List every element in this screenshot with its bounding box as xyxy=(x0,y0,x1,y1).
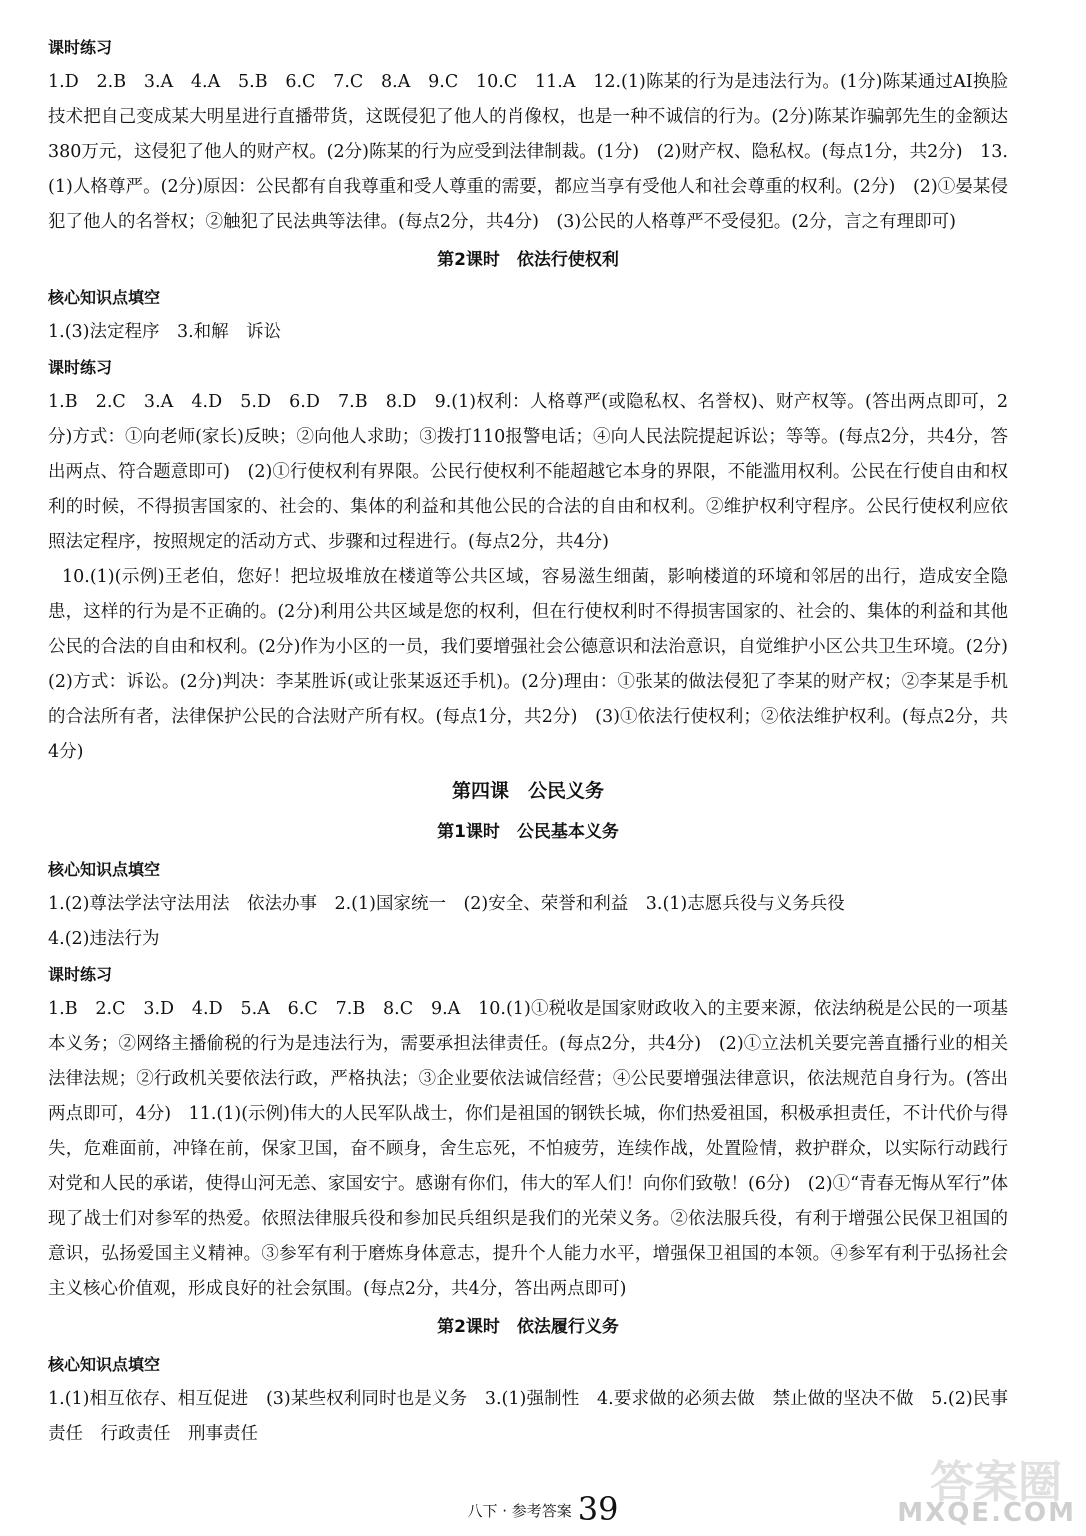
answer-paragraph: 1.B 2.C 3.D 4.D 5.A 6.C 7.B 8.C 9.A 10.(1)①税收是国家财政收入的主要来源，依法纳税是公民的一项基本义务；②网络主播偷税的行为是违法行为，需要承担法律责任。(每点2分，共4分) (2)①立法机关要完善直播行业的相关法律法规；②行政机关要依法行政，严格执法；③企业要依法诚信经营；④公民要增强法律意识，依法规范自身行为。(答出两点即可，4分) 11.(1)(示例)伟大的人民军队战士，你们是祖国的钢铁长城，你们热爱祖国，积极承担责任，不计代价与得失，危难面前，冲锋在前，保家卫国，奋不顾身，舍生忘死，不怕疲劳，连续作战，处置险情，救护群众，以实际行动践行对党和人民的承诺，使得山河无恙、家国安宁。感谢有你们，伟大的军人们！向你们致敬！(6分) (2)①“青春无悔从军行”体现了战士们对参军的热爱。依照法律服兵役和参加民兵组织是我们的光荣义务。②依法服兵役，有利于增强公民保卫祖国的意识，弘扬爱国主义精神。③参军有利于磨炼身体意志，提升个人能力水平，增强保卫祖国的本领。④参军有利于弘扬社会主义核心价值观，形成良好的社会氛围。(每点2分，共4分，答出两点即可) xyxy=(48,999,1008,1299)
watermark-mark: 答案圈 xyxy=(930,1457,1062,1508)
answer-paragraph: 4.(2)违法行为 xyxy=(48,929,160,949)
chapter-title: 第四课 公民义务 xyxy=(451,780,604,802)
section-heading: 核心知识点填空 xyxy=(48,860,161,879)
lesson-title: 第2课时 依法履行义务 xyxy=(437,1317,619,1337)
answer-paragraph: 1.(3)法定程序 3.和解 诉讼 xyxy=(48,322,282,342)
lesson-title: 第1课时 公民基本义务 xyxy=(437,822,619,842)
section-heading: 课时练习 xyxy=(48,38,113,57)
section-heading: 课时练习 xyxy=(48,965,113,984)
answer-paragraph: 1.B 2.C 3.A 4.D 5.D 6.D 7.B 8.D 9.(1)权利：人格尊严(或隐私权、名誉权)、财产权等。(答出两点即可，2分)方式：①向老师(家长)反映；②向他人求助；③拨打110报警电话；④向人民法院提起诉讼；等等。(每点2分，共4分，答出两点、符合题意即可) (2)①行使权利有界限。公民行使权利不能超越它本身的界限，不能滥用权利。公民在行使自由和权利的时候，不得损害国家的、社会的、集体的利益和其他公民的合法的自由和权利。②维护权利守程序。公民行使权利应依照法定程序，按照规定的活动方式、步骤和过程进行。(每点2分，共4分) xyxy=(48,392,1008,552)
section-heading: 课时练习 xyxy=(48,358,113,377)
watermark-url: MXQE.COM xyxy=(897,1498,1076,1528)
answer-paragraph: 10.(1)(示例)王老伯，您好！把垃圾堆放在楼道等公共区域，容易滋生细菌，影响楼道的环境和邻居的出行，造成安全隐患，这样的行为是不正确的。(2分)利用公共区域是您的权利，但在行使权利时不得损害国家的、社会的、集体的利益和其他公民的合法的自由和权利。(2分)作为小区的一员，我们要增强社会公德意识和法治意识，自觉维护小区公共卫生环境。(2分) (2)方式：诉讼。(2分)判决：李某胜诉(或让张某返还手机)。(2分)理由：①张某的做法侵犯了李某的财产权；②李某是手机的合法所有者，法律保护公民的合法财产所有权。(每点1分，共2分) (3)①依法行使权利；②依法维护权利。(每点2分，共4分) xyxy=(48,567,1026,762)
footer-label: 八下 · 参考答案 xyxy=(467,1502,572,1520)
page-number: 39 xyxy=(577,1490,619,1528)
answer-paragraph: 1.(1)相互依存、相互促进 (3)某些权利同时也是义务 3.(1)强制性 4.要求做的必须去做 禁止做的坚决不做 5.(2)民事责任 行政责任 刑事责任 xyxy=(48,1389,1008,1444)
answer-paragraph: 1.(2)尊法学法守法用法 依法办事 2.(1)国家统一 (2)安全、荣誉和利益 3.(1)志愿兵役与义务兵役 xyxy=(48,894,845,914)
answer-paragraph: 1.D 2.B 3.A 4.A 5.B 6.C 7.C 8.A 9.C 10.C 11.A 12.(1)陈某的行为是违法行为。(1分)陈某通过AI换脸技术把自己变成某大明星进行直播带货，这既侵犯了他人的肖像权，也是一种不诚信的行为。(2分)陈某诈骗郭先生的金额达380万元，这侵犯了他人的财产权。(2分)陈某的行为应受到法律制裁。(1分) (2)财产权、隐私权。(每点1分，共2分) 13.(1)人格尊严。(2分)原因：公民都有自我尊重和受人尊重的需要，都应当享有受他人和社会尊重的权利。(2分) (2)①晏某侵犯了他人的名誉权；②触犯了民法典等法律。(每点2分，共4分) (3)公民的人格尊严不受侵犯。(2分，言之有理即可) xyxy=(48,72,1008,232)
section-heading: 核心知识点填空 xyxy=(48,1355,161,1374)
section-heading: 核心知识点填空 xyxy=(48,288,161,307)
watermark-logo xyxy=(897,1440,1086,1536)
answer-page xyxy=(48,30,1026,1452)
lesson-title: 第2课时 依法行使权利 xyxy=(437,250,619,270)
